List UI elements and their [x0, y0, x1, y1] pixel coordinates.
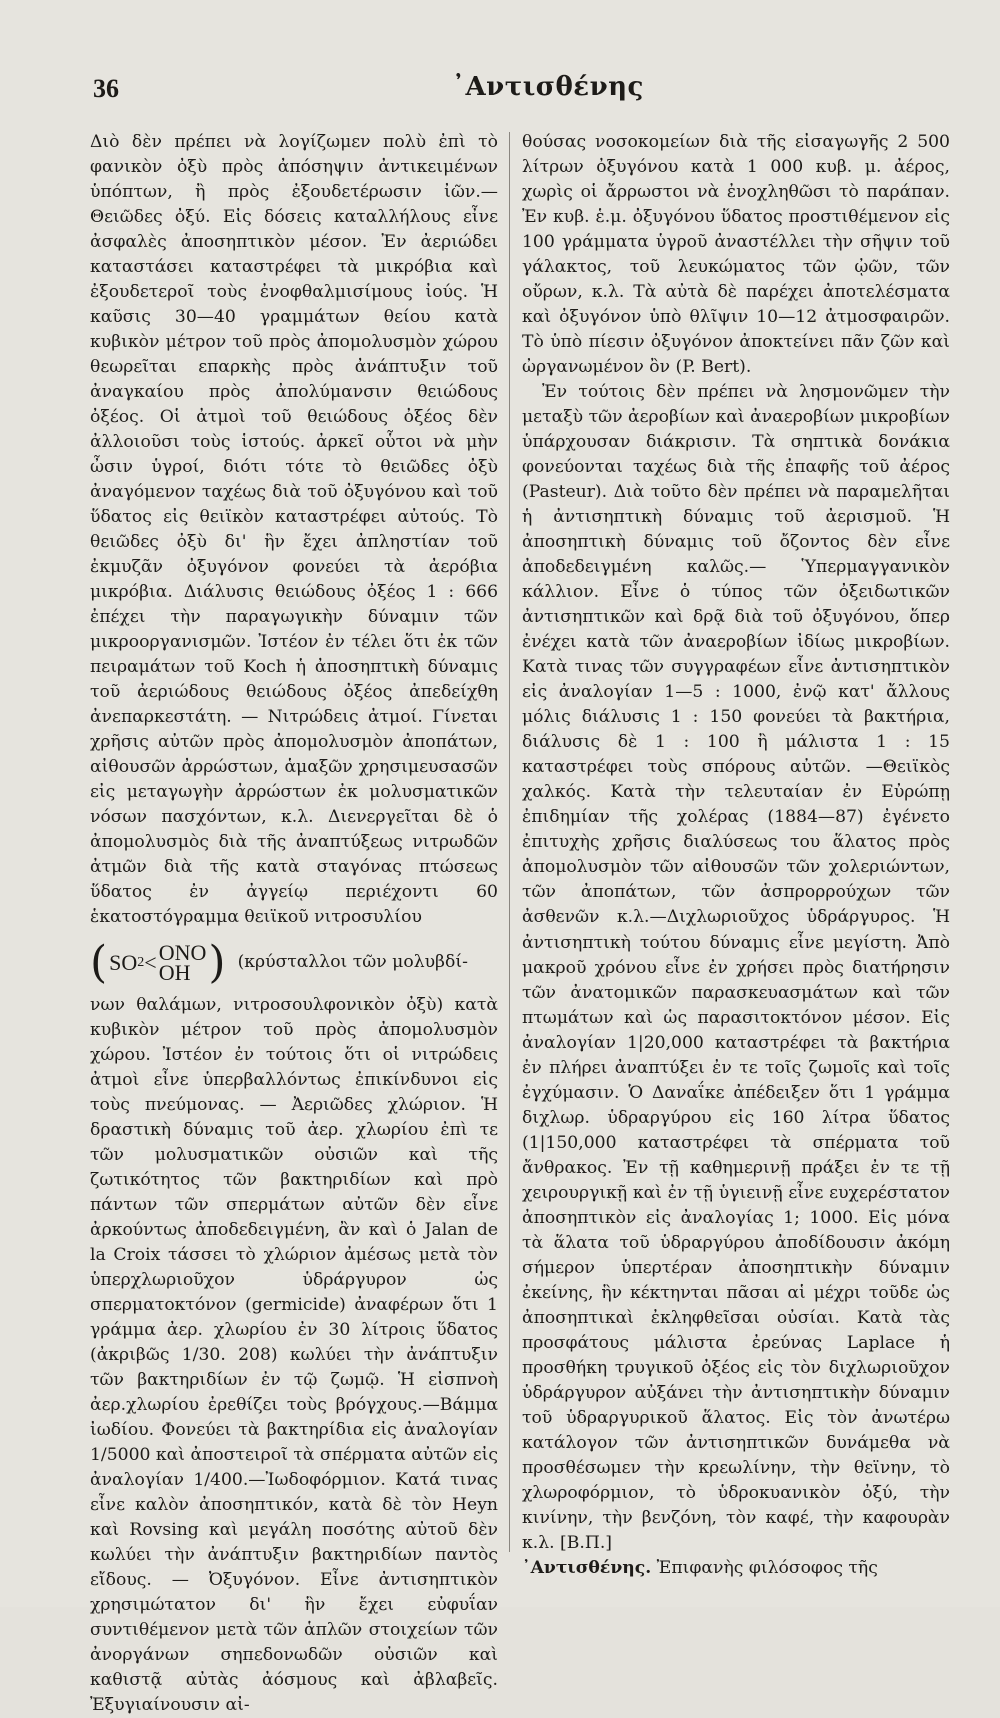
formula-subscript: 2: [137, 954, 145, 970]
left-column: [90, 130, 498, 1718]
formula-base: SO: [109, 949, 138, 975]
formula-body: [109, 939, 207, 985]
right-column: [522, 130, 950, 1581]
formula-stack: [158, 939, 207, 985]
entry-headword: ᾿Αντισθένης.: [522, 1557, 652, 1578]
new-entry: [522, 1556, 950, 1581]
page-number: 36: [93, 74, 119, 103]
chemical-formula: [90, 937, 498, 989]
formula-close-paren: ): [208, 936, 226, 988]
left-paragraph-1: Διὸ δὲν πρέπει νὰ λογίζωμεν πολὺ ἐπὶ τὸ φανικὸν ὀξὺ πρὸς ἀπόσηψιν ἀντικειμένων ὑπόπτων, ἢ πρὸς ἐξουδετέρωσιν ἰῶν.—Θειῶδες ὀξύ. Εἰς δόσεις καταλλήλους εἶνε ἀσφαλὲς ἀποσηπτικὸν μέσον. Ἐν ἀεριώδει καταστάσει καταστρέφει τὰ μικρόβια καὶ ἐξουδετεροῖ τοὺς ἐνοφθαλμισίμους ἰούς. Ἡ καῦσις 30—40 γραμμάτων θείου κατὰ κυβικὸν μέτρον τοῦ πρὸς ἀπομολυσμὸν χώρου θεωρεῖται επαρκὴς πρὸς ἀνάπτυξιν τοῦ ἀναγκαίου πρὸς ἀπολύμανσιν θειώδους ὀξέος. Οἱ ἀτμοὶ τοῦ θειώδους ὀξέος δὲν ἀλλοιοῦσι τοὺς ἱστούς. ἀρκεῖ οὗτοι νὰ μὴν ὦσιν ὑγροί, διότι τότε τὸ θειῶδες ὀξὺ ἀναγόμενον ταχέως διὰ τοῦ ὀξυγόνου καὶ τοῦ ὕδατος εἰς θειϊκὸν καταστρέφει αὐτούς. Τὸ θειῶδες ὀξὺ δι' ἣν ἔχει ἀπληστίαν τοῦ ἐκμυζᾶν ὀξυγόνον φονεύει τὰ ἀερόβια μικρόβια. Διάλυσις θειώδους ὀξέος 1 : 666 ἐπέχει τὴν παραγωγικὴν δύναμιν τῶν μικροοργανισμῶν. Ἰστέον ἐν τέλει ὅτι ἐκ τῶν πειραμάτων τοῦ Koch ἡ ἀποσηπτικὴ δύναμις τοῦ ἀεριώδους θειώδους ὀξέος ἀπεδείχθη ἀνεπαρκεστάτη. — Νιτρώδεις ἀτμοί. Γίνεται χρῆσις αὐτῶν πρὸς ἀπομολυσμὸν ἀποπάτων, αἰθουσῶν ἀρρώστων, ἁμαξῶν χρησιμευσασῶν εἰς μεταγωγὴν ἀρρώστων ἐκ μολυσματικῶν νόσων πασχόντων, κ.λ. Διενεργεῖται δὲ ὁ ἀπομολυσμὸς διὰ τῆς ἀναπτύξεως νιτρωδῶν ἀτμῶν διὰ τῆς κατὰ σταγόνας πτώσεως ὕδατος ἐν ἀγγείῳ περιέχοντι 60 ἑκατοστόγραμμα θειϊκοῦ νιτροσυλίου: [90, 132, 498, 928]
entry-text: Ἐπιφανὴς φιλόσοφος τῆς: [651, 1557, 878, 1578]
right-paragraph-2: Ἐν τούτοις δὲν πρέπει νὰ λησμονῶμεν τὴν μεταξὺ τῶν ἀεροβίων καὶ ἀναεροβίων μικροβίων ὑπάρχουσαν διάκρισιν. Τὰ σηπτικὰ δονάκια φονεύονται ταχέως διὰ τῆς ἐπαφῆς τοῦ ἀέρος (Pasteur). Διὰ τοῦτο δὲν πρέπει νὰ παραμελῆται ἡ ἀντισηπτικὴ δύναμις τοῦ ἀερισμοῦ. Ἡ ἀποσηπτικὴ δύναμις τοῦ ὄζοντος δὲν εἶνε ἀποδεδειγμένη καλῶς.— Ὑπερμαγγανικὸν κάλλιον. Εἶνε ὁ τύπος τῶν ὀξειδωτικῶν ἀντισηπτικῶν καὶ δρᾷ διὰ τοῦ ὀξυγόνου, ὅπερ ἐνέχει κατὰ τῶν ἀναεροβίων ἰδίως μικροβίων. Κατὰ τινας τῶν συγγραφέων εἶνε ἀντισηπτικὸν εἰς ἀναλογίαν 1—5 : 1000, ἐνῷ κατ' ἄλλους μόλις διάλυσις 1 : 150 φονεύει τὰ βακτήρια, διάλυσις δὲ 1 : 100 ἢ μάλιστα 1 : 15 καταστρέφει τοὺς σπόρους αὐτῶν. —Θειϊκὸς χαλκός. Κατὰ τὴν τελευταίαν ἐν Εὐρώπῃ ἐπιδημίαν τῆς χολέρας (1884—87) ἐγένετο ἐπιτυχὴς χρῆσις διαλύσεως του ἅλατος πρὸς ἀπομολυσμὸν τῶν αἰθουσῶν τῶν χολεριώντων, τῶν ἀποπάτων, τῶν ἀσπρορρούχων τῶν ἀσθενῶν κ.λ.—Διχλωριοῦχος ὑδράργυρος. Ἡ ἀντισηπτικὴ τούτου δύναμις εἶνε μεγίστη. Ἀπὸ μακροῦ χρόνου εἶνε ἐν χρήσει πρὸς διατήρησιν τῶν ἀνατομικῶν παρασκευασμάτων καὶ τῶν πτωμάτων καὶ ὡς παρασιτοκτόνον μέσον. Εἰς ἀναλογίαν 1|20,000 καταστρέφει τὰ βακτήρια ἐν πλήρει ἀναπτύξει ἐν τε τοῖς ζωμοῖς καὶ τοῖς ἐγχύμασιν. Ὁ Δαναΐκε ἀπέδειξεν ὅτι 1 γράμμα διχλωρ. ὑδραργύρου εἰς 160 λίτρα ὕδατος (1|150,000 καταστρέφει τὰ σπέρματα τοῦ ἄνθρακος. Ἐν τῇ καθημερινῇ πράξει ἐν τε τῇ χειρουργικῇ καὶ ἐν τῇ ὑγιεινῇ εἶνε ευχερέστατον ἀποσηπτικὸν εἰς ἀναλογίας 1; 1000. Εἰς μόνα τὰ ἅλατα τοῦ ὑδραργύρου ἀποδίδουσιν ἀκόμη σήμερον ὑπερτέραν ἀποσηπτικὴν δύναμιν ἐκείνης, ἣν κέκτηνται πᾶσαι αἱ μέχρι τοῦδε ὡς ἀποσηπτικαὶ ἐκληφθεῖσαι οὐσίαι. Κατὰ τὰς προσφάτους μάλιστα ἐρεύνας Laplace ἡ προσθήκη τρυγικοῦ ὀξέος εἰς τὸν διχλωριοῦχον ὑδράργυρον αὐξάνει τὴν ἀντισηπτικὴν δύναμιν τοῦ ὑδραργυρικοῦ ἅλατος. Εἰς τὸν ἀνωτέρω κατάλογον τῶν ἀντισηπτικῶν δυνάμεθα νὰ προσθέσωμεν τὴν κρεωλίνην, τὴν θεϊνην, τὸ χλωροφόρμιον, τὸ ὑδροκυανικὸν ὀξύ, τὴν κινίνην, τὴν βενζόνη, τὸν καφέ, τὴν καφουρὰν κ.λ. [Β.Π.]: [522, 382, 950, 1553]
formula-open-paren: (: [90, 936, 108, 988]
running-title: ᾿Αντισθένης: [452, 72, 644, 102]
column-divider: [509, 132, 510, 1552]
left-paragraph-2: νων θαλάμων, νιτροσουλφονικὸν ὀξὺ) κατὰ κυβικὸν μέτρον τοῦ πρὸς ἀπομολυσμὸν χώρου. Ἰστέον ἐν τούτοις ὅτι οἱ νιτρώδεις ἀτμοὶ εἶνε ὑπερβαλλόντως ἐπικίνδυνοι εἰς τοὺς πνεύμονας. — Ἀεριῶδες χλώριον. Ἡ δραστικὴ δύναμις τοῦ ἀερ. χλωρίου ἐπὶ τε τῶν μολυσματικῶν οὐσιῶν καὶ τῆς ζωτικότητος τῶν βακτηριδίων καὶ πρὸ πάντων τῶν σπερμάτων αὐτῶν δὲν εἶνε ἀρκούντως ἀποδεδειγμένη, ἂν καὶ ὁ Jalan de la Croix τάσσει τὸ χλώριον ἀμέσως μετὰ τὸν ὑπερχλωριοῦχον ὑδράργυρον ὡς σπερματοκτόνον (germicide) ἀναφέρων ὅτι 1 γράμμα ἀερ. χλωρίου ἐν 30 λίτροις ὕδατος (ἀκριβῶς 1/30. 208) κωλύει τὴν ἀνάπτυξιν τῶν βακτηριδίων ἐν τῷ ζωμῷ. Ἡ εἰσπνοὴ ἀερ.χλωρίου ἐρεθίζει τοὺς βρόγχους.—Βάμμα ἰωδίου. Φονεύει τὰ βακτηρίδια εἰς ἀναλογίαν 1/5000 καὶ ἀποστειροῖ τὰ σπέρματα αὐτῶν εἰς ἀναλογίαν 1/400.—Ἰωδοφόρμιον. Κατά τινας εἶνε καλὸν ἀποσηπτικόν, κατὰ δὲ τὸν Heyn καὶ Rovsing καὶ μεγάλη ποσότης αὐτοῦ δὲν κωλύει τὴν ἀνάπτυξιν βακτηριδίων παντὸς εἴδους. — Ὀξυγόνον. Εἶνε ἀντισηπτικὸν χρησιμώτατον δι' ἣν ἔχει εὐφυΐαν συντιθέμενον μετὰ τῶν ἁπλῶν στοιχείων τῶν ἀνοργάνων σηπεδονωδῶν οὐσιῶν καὶ καθιστᾷ αὐτὰς ἀόσμους καὶ ἀβλαβεῖς. Ἐξυγιαίνουσιν αἰ-: [90, 994, 499, 1715]
right-paragraph-1: θούσας νοσοκομείων διὰ τῆς εἰσαγωγῆς 2 500 λίτρων ὀξυγόνου κατὰ 1 000 κυβ. μ. ἀέρος, χωρὶς οἱ ἄρρωστοι νὰ ἐνοχληθῶσι τὸ παράπαν. Ἐν κυβ. ἑ.μ. ὀξυγόνου ὕδατος προστιθέμενον εἰς 100 γράμματα ὑγροῦ ἀναστέλλει τὴν σῆψιν τοῦ γάλακτος, τοῦ λευκώματος τῶν ᾠῶν, τῶν οὔρων, κ.λ. Τὰ αὐτὰ δὲ παρέχει ἀποτελέσματα καὶ ὀξυγόνον ὑπὸ θλῖψιν 10—12 ἀτμοσφαιρῶν. Τὸ ὑπὸ πίεσιν ὀξυγόνον ἀποκτείνει πᾶν ζῶν καὶ ὠργανωμένον ὂν (P. Bert).: [522, 132, 950, 378]
formula-caption: (κρύσταλλοι τῶν μολυβδί-: [237, 951, 468, 972]
formula-top: ONO: [158, 939, 207, 965]
formula-bracket: <: [144, 949, 157, 975]
formula-bottom: OH: [158, 959, 191, 985]
